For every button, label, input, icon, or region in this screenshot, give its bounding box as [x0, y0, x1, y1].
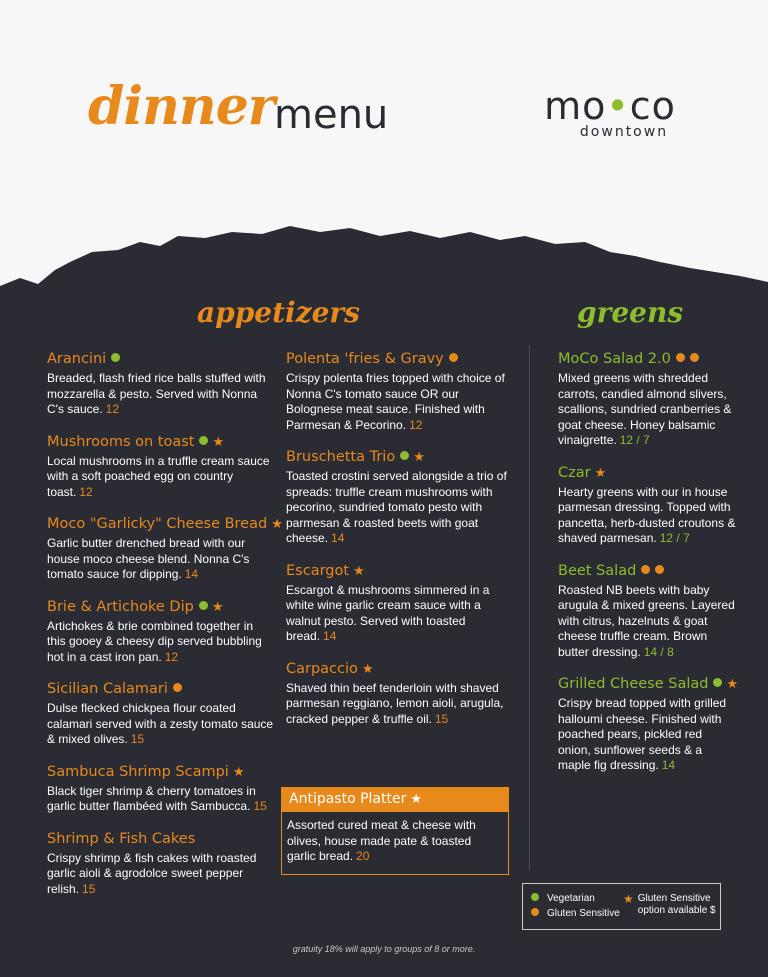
star-icon: ★ — [211, 599, 224, 615]
item-desc: Escargot & mushrooms simmered in a white wine garlic cream sauce with a walnut pesto. Served with toasted bread. — [286, 582, 490, 643]
item-price: 12 — [105, 402, 120, 416]
greens-column — [558, 350, 738, 789]
moco-logo — [530, 86, 690, 140]
section-title-appetizers: appetizers — [197, 296, 360, 329]
star-icon: ★ — [410, 792, 423, 807]
gluten-sensitive-dot-icon — [173, 683, 182, 692]
star-icon: ★ — [353, 563, 365, 579]
gluten-sensitive-dot-icon — [531, 908, 539, 916]
vegetarian-dot-icon — [713, 678, 722, 687]
item-desc: Crispy polenta fries topped with choice of Nonna C's tomato sauce OR our Bolognese meat sauce. Finished with Parmesan & Pecorino. — [286, 371, 505, 432]
legend-vegetarian-label: Vegetarian — [547, 893, 595, 904]
menu-item-moco-salad — [558, 350, 738, 449]
antipasto-name: Antipasto Platter — [289, 791, 407, 807]
menu-item-polenta-fries — [286, 350, 510, 433]
gratuity-footnote: gratuity 18% will apply to groups of 8 or more. — [292, 944, 476, 954]
item-price: 12 / 7 — [659, 531, 690, 545]
legend-gs-option — [623, 893, 716, 917]
antipasto-price: 20 — [356, 849, 370, 863]
appetizers-column-2 — [286, 350, 510, 742]
item-price: 14 — [661, 758, 676, 772]
item-price: 14 — [184, 567, 199, 581]
item-name: Bruschetta Trio — [286, 449, 396, 465]
item-desc: Roasted NB beets with baby arugula & mixed greens. Layered with citrus, hazelnuts & goat cheese truffle cream. Brown butter dressing. — [558, 582, 735, 659]
menu-item-shrimp-fish-cakes — [47, 830, 275, 898]
logo-downtown: downtown — [579, 124, 669, 140]
item-price: 12 — [79, 484, 93, 499]
item-name: Moco "Garlicky" Cheese Bread — [47, 516, 268, 532]
title-dinner: dinner — [88, 76, 275, 137]
item-desc: Dulse flecked chickpea flour coated calamari served with a zesty tomato sauce & mixed olives. — [47, 701, 274, 746]
star-icon: ★ — [594, 465, 607, 481]
legend-gluten-sensitive-label: Gluten Sensitive — [547, 908, 620, 919]
item-name: Escargot — [286, 562, 350, 579]
item-desc: Shaved thin beef tenderloin with shaved parmesan reggiano, lemon aioli, arugula, cracked pepper & truffle oil. — [286, 680, 504, 726]
gluten-sensitive-dot-icon — [676, 353, 685, 362]
menu-item-bruschetta-trio — [286, 448, 510, 547]
item-desc: Local mushrooms in a truffle cream sauce with a soft poached egg on country toast. — [47, 453, 270, 499]
item-price: 14 — [323, 629, 337, 643]
gluten-sensitive-dot-icon — [449, 353, 458, 362]
section-title-greens: greens — [577, 296, 684, 329]
menu-item-sambuca-shrimp-scampi — [47, 763, 275, 815]
star-icon: ★ — [271, 517, 283, 532]
dietary-legend — [522, 883, 721, 930]
menu-item-mushrooms-on-toast — [47, 433, 275, 501]
gluten-sensitive-dot-icon — [655, 565, 664, 574]
item-price: 15 — [82, 881, 96, 896]
item-name: Polenta 'fries & Gravy — [286, 351, 444, 367]
gluten-sensitive-dot-icon — [690, 353, 699, 362]
item-desc: Mixed greens with shredded carrots, candied almond slivers, scallions, sundried cranberries & goat cheese. Honey balsamic vinaigrette. — [558, 371, 732, 447]
item-name: Czar — [558, 464, 591, 481]
star-icon: ★ — [413, 450, 425, 465]
item-name: Carpaccio — [286, 660, 358, 677]
vegetarian-dot-icon — [199, 601, 208, 610]
title-menu: menu — [274, 92, 389, 138]
item-desc: Artichokes & brie combined together in this gooey & cheesy dip served bubbling hot in a cast iron pan. — [47, 618, 262, 664]
star-icon: ★ — [212, 434, 225, 450]
logo-wordmark — [530, 86, 690, 126]
item-price: 12 — [409, 417, 423, 432]
item-name: Shrimp & Fish Cakes — [47, 830, 196, 847]
item-price: 14 / 8 — [643, 644, 674, 659]
menu-item-carpaccio — [286, 660, 510, 728]
item-desc: Crispy bread topped with grilled halloumi cheese. Finished with poached pears, pickled red onion, sunflower seeds & a maple fig dressing. — [558, 696, 727, 772]
legend-gs-option-line1: Gluten Sensitive — [637, 893, 711, 904]
menu-item-grilled-cheese-salad — [558, 675, 738, 774]
item-desc: Black tiger shrimp & cherry tomatoes in garlic butter flambéed with Sambucca. — [47, 783, 256, 813]
menu-item-cheese-bread — [47, 515, 283, 583]
item-price: 12 / 7 — [619, 433, 650, 447]
legend-vegetarian — [531, 893, 595, 905]
menu-item-sicilian-calamari — [47, 680, 275, 748]
item-desc: Breaded, flash fried rice balls stuffed with mozzarella & pesto. Served with Nonna C's sauce. — [47, 371, 266, 416]
vegetarian-dot-icon — [199, 436, 208, 445]
item-price: 12 — [164, 649, 179, 664]
menu-item-czar — [558, 464, 738, 547]
item-name: Sambuca Shrimp Scampi — [47, 763, 229, 780]
item-name: Grilled Cheese Salad — [558, 676, 709, 692]
item-name: Brie & Artichoke Dip — [47, 598, 194, 615]
menu-item-brie-artichoke-dip — [47, 598, 275, 666]
item-name: Beet Salad — [558, 562, 637, 579]
appetizers-column-1 — [47, 350, 283, 912]
logo-left: mo — [544, 84, 607, 128]
menu-item-arancini — [47, 350, 275, 418]
item-price: 15 — [434, 711, 449, 726]
item-name: Mushrooms on toast — [47, 433, 195, 450]
vegetarian-dot-icon — [400, 451, 409, 460]
star-icon: ★ — [361, 661, 374, 677]
logo-dot: • — [606, 84, 630, 128]
item-desc: Crispy shrimp & fish cakes with roasted garlic aioli & agrodolce sweet pepper relish. — [47, 850, 257, 896]
logo-right: co — [629, 84, 676, 128]
item-desc: Toasted crostini served alongside a trio of spreads: truffle cream mushrooms with pecorino, sundried tomato pesto with parmesan & roasted beets with goat cheese. — [286, 469, 507, 545]
item-price: 14 — [331, 531, 345, 545]
star-icon: ★ — [623, 892, 634, 906]
antipasto-platter-box — [281, 787, 509, 875]
star-icon: ★ — [232, 764, 245, 780]
vegetarian-dot-icon — [111, 353, 120, 362]
legend-gluten-sensitive — [531, 908, 620, 920]
item-desc: Hearty greens with our in house parmesan dressing. Topped with pancetta, herb-dusted croutons & shaved parmesan. — [558, 484, 736, 545]
menu-item-beet-salad — [558, 562, 738, 661]
item-desc: Garlic butter drenched bread with our house moco cheese blend. Nonna C's tomato sauce for dipping. — [47, 536, 250, 581]
item-price: 15 — [253, 799, 267, 813]
item-name: Arancini — [47, 351, 107, 367]
gluten-sensitive-dot-icon — [641, 565, 650, 574]
item-name: Sicilian Calamari — [47, 681, 168, 697]
item-price: 15 — [130, 732, 145, 746]
column-divider — [529, 345, 530, 870]
antipasto-desc: Assorted cured meat & cheese with olives, house made pate & toasted garlic bread. — [287, 818, 476, 863]
legend-gs-option-line2: option available $ — [637, 905, 716, 916]
star-icon: ★ — [726, 677, 739, 692]
vegetarian-dot-icon — [531, 893, 539, 901]
item-name: MoCo Salad 2.0 — [558, 351, 671, 367]
menu-item-escargot — [286, 562, 510, 645]
